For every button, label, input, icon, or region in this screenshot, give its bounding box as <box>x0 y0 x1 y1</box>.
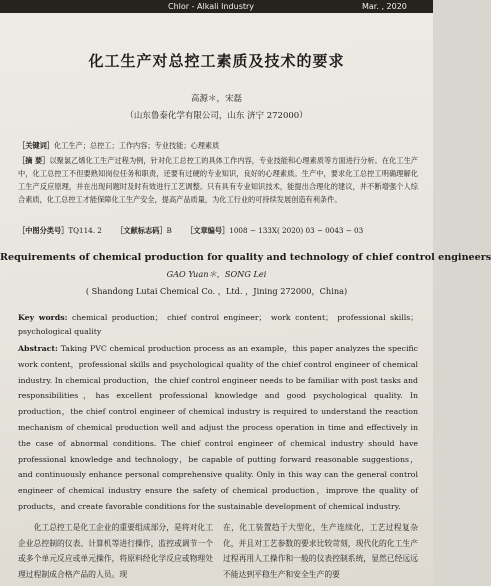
article-id <box>186 226 369 235</box>
document-code-label: ［文献标志码］ <box>116 226 167 235</box>
article-id-label: ［文章编号］ <box>186 226 230 235</box>
title-english: Requirements of chemical production for quality and technology of chief control engineers <box>0 252 491 263</box>
abstract-chinese <box>18 154 418 206</box>
classification-row <box>18 226 418 236</box>
document-code-value: B <box>166 226 172 235</box>
body-column-right: 在，化工装置趋于大型化，生产连续化，工艺过程复杂化，并且对工艺参数的要求比较苛刻，现代化的化工生产过程再用人工操作和一般的仪表控制系统，显然已经远远不能达到平稳生产和安全生产的要 <box>223 523 418 579</box>
keywords-english-label: Key words: <box>18 313 68 322</box>
journal-name: Chlor - Alkali Industry <box>168 2 255 11</box>
authors-english: GAO Yuan＊，SONG Lei <box>166 269 267 279</box>
authors-chinese: 高源＊，宋磊 <box>190 94 242 104</box>
issue-date: Mar. , 2020 <box>362 2 407 11</box>
affiliation-chinese: （山东鲁泰化学有限公司，山东 济宁 272000） <box>125 111 308 121</box>
keywords-chinese <box>18 139 418 152</box>
keywords-chinese-text: 化工生产；总控工；工作内容；专业技能；心理素质 <box>53 141 220 150</box>
abstract-english <box>18 341 418 515</box>
keywords-english-text: chemical production； chief control engineer； work content； professional skills； psychological quality <box>18 313 419 336</box>
document-code <box>116 226 178 235</box>
clc-number-label: ［中图分类号］ <box>18 226 69 235</box>
body-column-left: 化工总控工是化工企业的重要组成部分，是将对化工企业总控制的仪表、计算机等进行操作，监控或调节一个或多个单元反应或单元操作，将原料经化学反应或物理处理过程制成合格产品的人员。现 <box>18 523 213 579</box>
title-chinese: 化工生产对总控工素质及技术的要求 <box>88 52 345 70</box>
running-header-bar <box>0 0 433 13</box>
keywords-english <box>18 311 418 339</box>
abstract-english-text: Taking PVC chemical production process as an example，this paper analyzes the specific work content，professional skills and psychological quality of the chief control engineer of chemical industry. In chemical production，the chief control engineer needs to be familiar with post tasks and responsibilities，has excellent professional knowledge and good psychological quality. In production，the chief control engineer of chemical industry is required to understand the reaction mechanism of chemical production well and adjust the process operation in time and effectively in the case of abnormal conditions. The chief control engineer of chemical industry should have professional knowledge and technology，be capable of putting forward reasonable suggestions，and continuously enhance personal comprehensive quality. Only in this way can the general control engineer of chemical industry ensure the safety of chemical production，improve the quality of products，and create favorable conditions for the sustainable development of chemical industry. <box>18 344 419 511</box>
abstract-chinese-text: 以聚氯乙烯化工生产过程为例，针对化工总控工的具体工作内容，专业技能和心理素质等方面进行分析。在化工生产中，化工总控工不但要熟知岗位任务和职责，还要有过硬的专业知识，良好的心理素质。生产中，要求化工总控工明确理解化工生产反应原理，并在出现问题时及时有效进行工艺调整。只有具有专业知识技术，能提出合理化的建议，并不断增强个人综合素质，化工总控工才能保障化工生产安全，提高产品质量，为化工行业的可持续发展创造有利条件。 <box>18 156 418 204</box>
clc-number <box>18 226 108 235</box>
article-id-value: 1008 − 133X( 2020) 03 − 0043 − 03 <box>229 226 364 235</box>
abstract-chinese-label: ［摘 要］ <box>18 156 50 165</box>
clc-number-value: TQ114. 2 <box>68 226 102 235</box>
abstract-english-label: Abstract: <box>18 344 58 353</box>
affiliation-english: ( Shandong Lutai Chemical Co. ，Ltd. ，Jining 272000，China) <box>85 286 348 296</box>
keywords-chinese-label: ［关键词］ <box>18 141 54 150</box>
